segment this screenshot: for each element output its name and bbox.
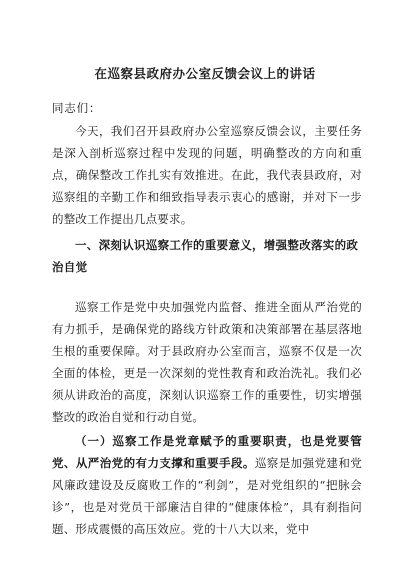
salutation: 同志们： bbox=[52, 101, 102, 115]
document-title: 在巡察县政府办公室反馈会议上的讲话 bbox=[94, 66, 316, 81]
section-heading-1: 一、深刻认识巡察工作的重要意义，增强整改落实的政治自觉 bbox=[52, 238, 359, 274]
subsection-1-body: 巡察是加强党建和党风廉政建设及反腐败工作的“利剑”，是对党组织的“把脉会诊”，也是对党员干部廉洁自律的“健康体检”，具有刹指问题、形成震慑的高压效应。党的十八大以来，党中 bbox=[52, 456, 362, 536]
intro-paragraph: 今天，我们召开县政府办公室巡察反馈会议，主要任务是深入剖析巡察过程中发现的问题，明确整改的方向和重点，确保整改工作扎实有效推进。在此，我代表县政府，对巡察组的辛勤工作和细致指导表示衷心的感谢，并对下一步的整改工作提出几点要求。 bbox=[52, 124, 362, 226]
subsection-1-paragraph bbox=[52, 430, 362, 540]
section-1-paragraph: 巡察工作是党中央加强党内监督、推进全面从严治党的有力抓手，是确保党的路线方针政策和决策部署在基层落地生根的重要保障。对于县政府办公室而言，巡察不仅是一次全面的体检，更是一次深刻的党性教育和政治洗礼。我们必须从讲政治的高度，深刻认识巡察工作的重要性，切实增强整改的政治自觉和行动自觉。 bbox=[52, 300, 362, 424]
subsection-1-lead: （一）巡察工作是党章赋予的重要职责，也是党要管党、从严治党的有力支撑和重要手段。 bbox=[52, 434, 362, 470]
